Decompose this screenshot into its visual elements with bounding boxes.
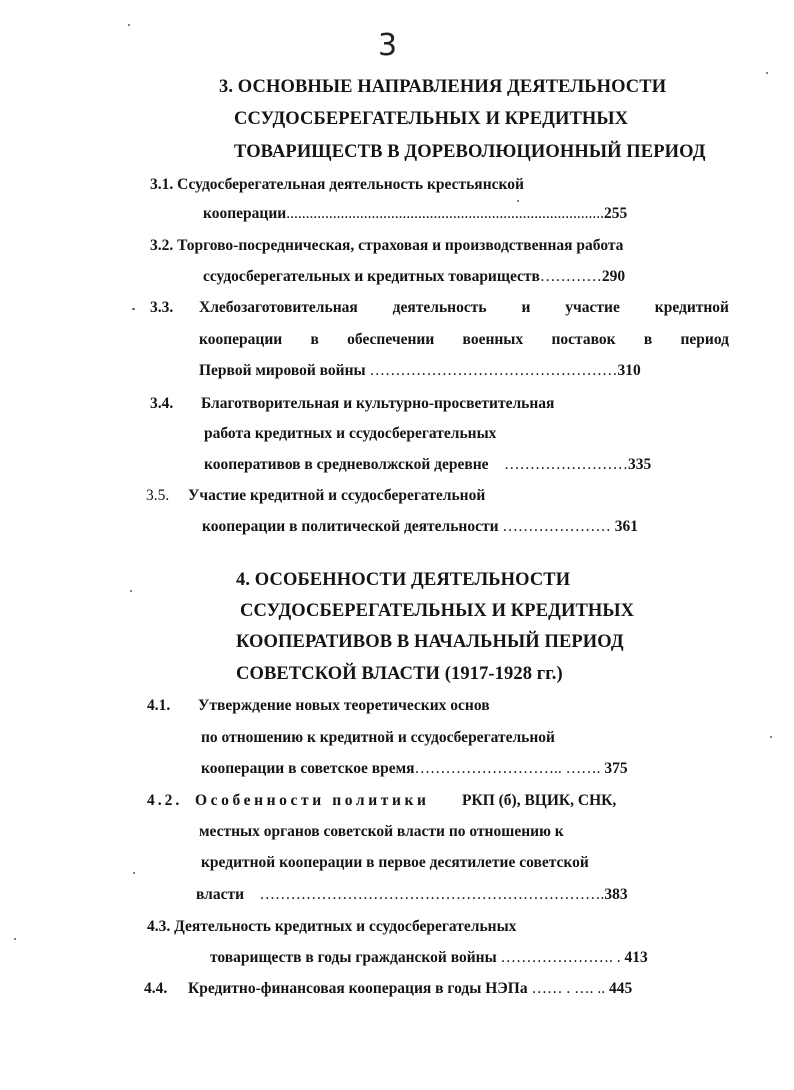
leader-dots: ………………………………………… <box>369 362 618 379</box>
toc-page-number: 445 <box>608 980 633 997</box>
leader-dots: …………………. . <box>500 949 621 966</box>
toc-item-4-2-number: 4.2. <box>147 792 183 809</box>
toc-item-4-3-line-2 <box>210 949 648 967</box>
toc-item-3-4-line-1: Благотворительная и культурно-просветительная <box>201 395 555 412</box>
scan-speck <box>130 590 132 592</box>
toc-page-number: 375 <box>604 760 628 777</box>
toc-item-3-3-line-3 <box>199 362 641 380</box>
leader-dots: ………… <box>539 268 602 285</box>
toc-item-4-4-line-1 <box>188 980 632 998</box>
toc-item-4-2-line-3: кредитной кооперации в первое десятилетие советской <box>201 854 589 871</box>
toc-item-4-2-line-4 <box>196 886 628 904</box>
leader-dots: ………………… <box>502 518 611 535</box>
toc-item-4-4-number: 4.4. <box>144 980 168 997</box>
scan-speck <box>14 938 16 940</box>
toc-item-3-3-line-2: кооперации в обеспечении военных поставок в период <box>199 331 729 348</box>
toc-item-3-2-text: ссудосберегательных и кредитных товариществ <box>203 268 540 285</box>
toc-page-number: 255 <box>603 205 628 222</box>
toc-item-4-1-line-1: Утверждение новых теоретических основ <box>198 697 490 714</box>
toc-item-3-4-line-2: работа кредитных и ссудосберегательных <box>204 425 497 442</box>
toc-item-3-4-line-3 <box>204 456 651 474</box>
toc-page-number: 335 <box>628 456 652 473</box>
toc-item-4-1-line-3 <box>201 760 628 778</box>
scan-speck <box>517 200 519 202</box>
toc-item-3-3-line-1: Хлебозаготовительная деятельность и участие кредитной <box>199 299 729 316</box>
toc-item-4-4-text: Кредитно-финансовая кооперация в годы НЭПа <box>188 980 528 997</box>
toc-page-number: 383 <box>604 886 628 903</box>
toc-item-3-2-line-1: 3.2. Торгово-посредническая, страховая и производственная работа <box>150 237 624 254</box>
toc-page-number: 413 <box>624 949 648 966</box>
chapter-4-title-line-4: СОВЕТСКОЙ ВЛАСТИ (1917-1928 гг.) <box>236 664 563 684</box>
toc-item-4-3-line-1: 4.3. Деятельность кредитных и ссудосберегательных <box>147 918 517 935</box>
toc-item-4-2-text: власти <box>196 886 245 903</box>
chapter-4-title-line-3: КООПЕРАТИВОВ В НАЧАЛЬНЫЙ ПЕРИОД <box>236 632 624 652</box>
toc-item-3-4-number: 3.4. <box>150 395 174 412</box>
toc-item-3-5-text: кооперации в политической деятельности <box>202 518 499 535</box>
leader-dots: …… . …. .. <box>531 980 606 997</box>
toc-item-4-2-line-1: Особенности политики <box>195 792 430 809</box>
toc-item-3-5-line-2 <box>202 518 638 536</box>
page-number: 3 <box>378 28 398 63</box>
leader-dots: ……………………….. ……. <box>414 760 601 777</box>
scan-speck <box>128 24 130 26</box>
chapter-3-title-line-3: ТОВАРИЩЕСТВ В ДОРЕВОЛЮЦИОННЫЙ ПЕРИОД <box>234 142 706 162</box>
chapter-3-title-line-1: 3. ОСНОВНЫЕ НАПРАВЛЕНИЯ ДЕЯТЕЛЬНОСТИ <box>219 77 667 97</box>
toc-item-3-1-line-1: 3.1. Ссудосберегательная деятельность крестьянской <box>150 176 524 193</box>
scan-speck <box>770 736 772 738</box>
scan-speck <box>132 308 135 310</box>
toc-item-4-2-line-2: местных органов советской власти по отношению к <box>199 823 564 840</box>
toc-page-number: 290 <box>601 268 626 285</box>
toc-item-3-2-line-2 <box>203 268 625 286</box>
toc-item-3-3-number: 3.3. <box>150 299 174 316</box>
toc-page-number: 310 <box>617 362 641 379</box>
toc-item-3-5-number: 3.5. <box>146 487 170 504</box>
toc-item-4-2-line-1b: РКП (б), ВЦИК, СНК, <box>462 792 617 809</box>
toc-item-4-1-text: кооперации в советское время <box>201 760 415 777</box>
toc-item-3-1-line-2 <box>203 205 627 223</box>
toc-item-4-1-number: 4.1. <box>147 697 171 714</box>
toc-item-3-1-text: кооперации <box>203 205 287 222</box>
toc-item-3-5-line-1: Участие кредитной и ссудосберегательной <box>188 487 486 504</box>
chapter-4-title-line-1: 4. ОСОБЕННОСТИ ДЕЯТЕЛЬНОСТИ <box>236 570 571 590</box>
toc-item-3-3-text: Первой мировой войны <box>199 362 366 379</box>
toc-item-4-1-line-2: по отношению к кредитной и ссудосберегательной <box>201 729 555 746</box>
toc-page-number: 361 <box>614 518 639 535</box>
chapter-4-title-line-2: ССУДОСБЕРЕГАТЕЛЬНЫХ И КРЕДИТНЫХ <box>240 601 635 621</box>
chapter-3-title-line-2: ССУДОСБЕРЕГАТЕЛЬНЫХ И КРЕДИТНЫХ <box>234 109 629 129</box>
leader-dots: .................................................................................. <box>286 205 604 222</box>
leader-dots: …………………………………………………………. <box>259 886 605 903</box>
scan-speck <box>133 872 135 874</box>
leader-dots: …………………… <box>504 456 629 473</box>
toc-item-3-4-text: кооперативов в средневолжской деревне <box>204 456 489 473</box>
toc-item-4-3-text: товариществ в годы гражданской войны <box>210 949 497 966</box>
scan-speck <box>766 72 768 74</box>
